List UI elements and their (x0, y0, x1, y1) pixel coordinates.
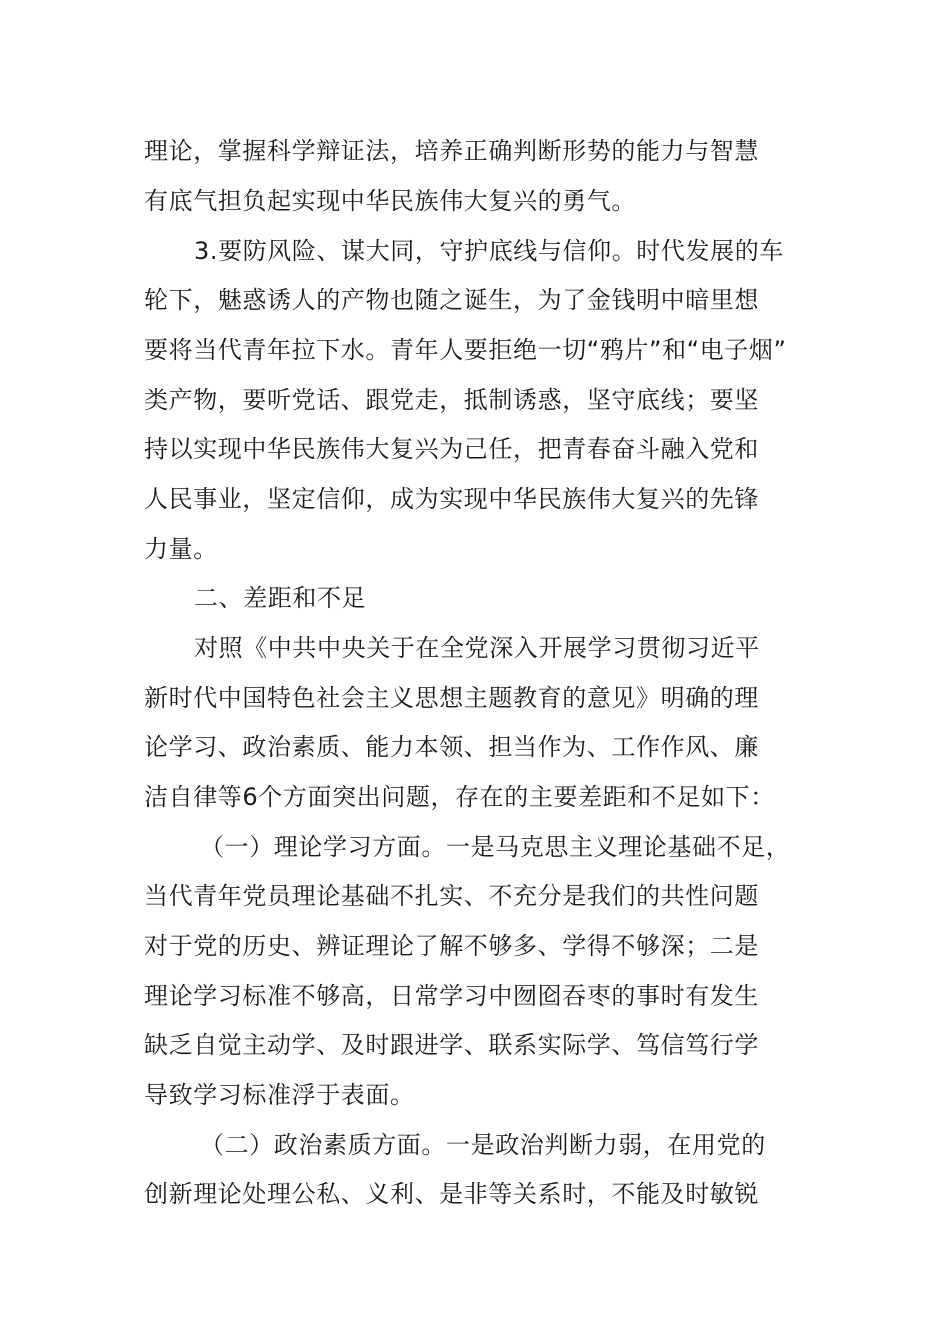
text-line: 导致学习标准浮于表面。 (144, 1081, 415, 1109)
text-line: 对照《中共中央关于在全党深入开展学习贯彻习近平 (194, 634, 760, 662)
text-line: 对于党的历史、辨证理论了解不够多、学得不够深；二是 (144, 932, 759, 960)
text-line: 3.要防风险、谋大同，守护底线与信仰。时代发展的车 (194, 237, 784, 265)
text-line: 缺乏自觉主动学、及时跟进学、联系实际学、笃信笃行学 (144, 1031, 759, 1059)
text-line: （一）理论学习方面。一是马克思主义理论基础不足， (200, 833, 791, 861)
text-line: 要将当代青年拉下水。青年人要拒绝一切“鸦片”和“电子烟” (144, 336, 787, 364)
text-line: 创新理论处理公私、义利、是非等关系时，不能及时敏锐 (144, 1180, 759, 1208)
text-line: 新时代中国特色社会主义思想主题教育的意见》明确的理 (144, 684, 759, 712)
text-line: 人民事业，坚定信仰，成为实现中华民族伟大复兴的先锋 (144, 485, 759, 513)
section-heading: 二、差距和不足 (194, 584, 367, 612)
text-line: 力量。 (144, 535, 218, 563)
text-line: 当代青年党员理论基础不扎实、不充分是我们的共性问题 (144, 882, 759, 910)
text-line: （二）政治素质方面。一是政治判断力弱，在用党的 (200, 1131, 766, 1159)
text-line: 理论，掌握科学辩证法，培养正确判断形势的能力与智慧 (144, 137, 759, 165)
text-line: 有底气担负起实现中华民族伟大复兴的勇气。 (144, 187, 636, 215)
text-line: 论学习、政治素质、能力本领、担当作为、工作作风、廉 (144, 733, 759, 761)
text-line: 持以实现中华民族伟大复兴为己任，把青春奋斗融入党和 (144, 435, 759, 463)
text-line: 轮下，魅惑诱人的产物也随之诞生，为了金钱明中暗里想 (144, 286, 759, 314)
text-line: 类产物，要听党话、跟党走，抵制诱惑，坚守底线；要坚 (144, 386, 759, 414)
text-line: 洁自律等6个方面突出问题，存在的主要差距和不足如下： (144, 783, 775, 811)
text-line: 理论学习标准不够高，日常学习中囫囵吞枣的事时有发生 (144, 982, 759, 1010)
